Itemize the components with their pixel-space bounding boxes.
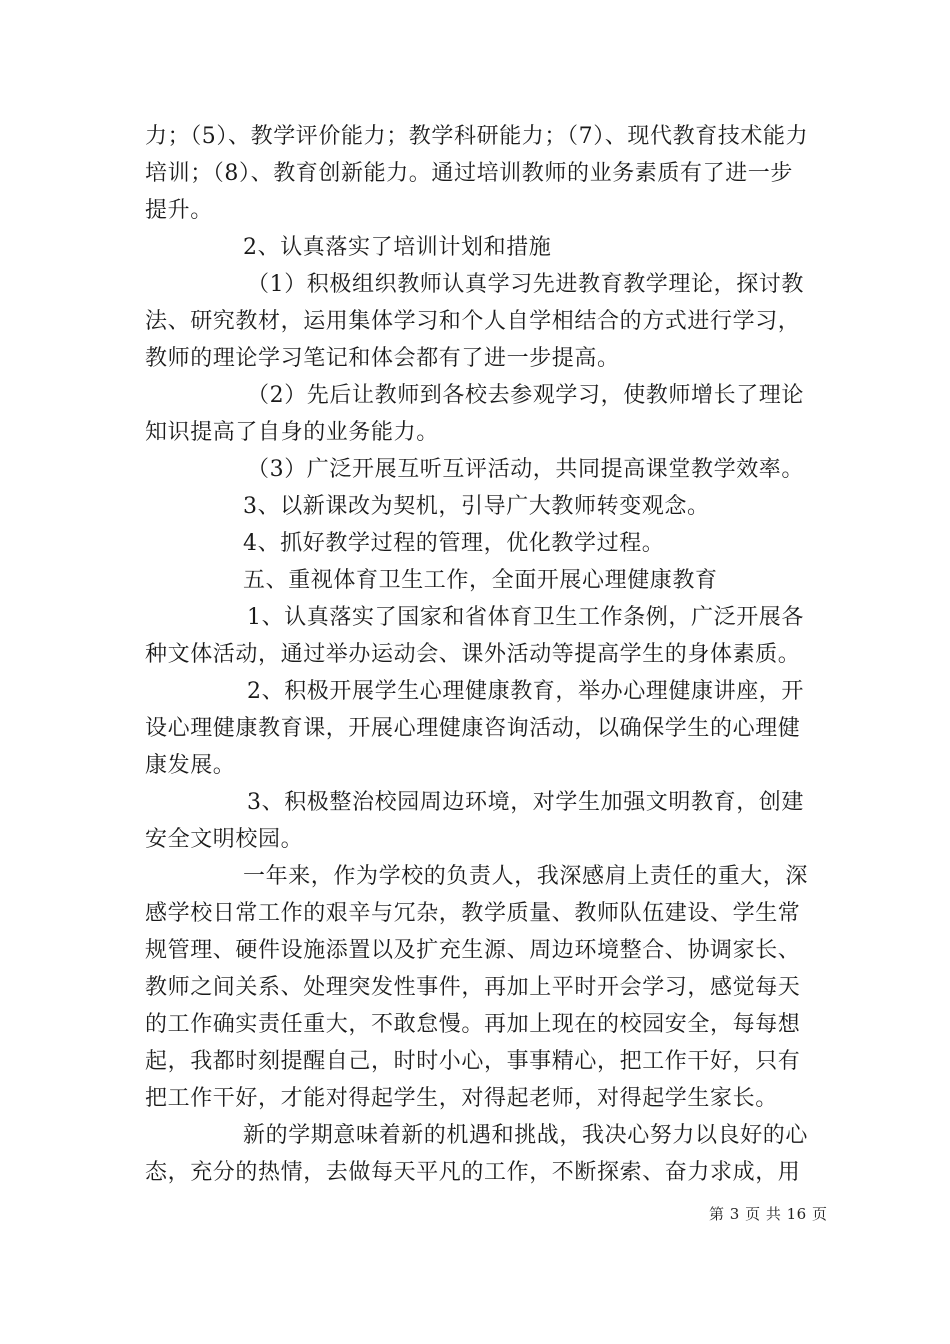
paragraph-continuation: 力；（5）、教学评价能力；教学科研能力；（7）、现代教育技术能力培训；（8）、教育创新能力。通过培训教师的业务素质有了进一步提升。 — [145, 124, 809, 223]
paragraph-sports-health: 1、认真落实了国家和省体育卫生工作条例，广泛开展各种文体活动，通过举办运动会、课外活动等提高学生的身体素质。 — [145, 605, 804, 667]
paragraph-year-reflection: 一年来，作为学校的负责人，我深感肩上责任的重大，深感学校日常工作的艰辛与冗杂，教学质量、教师队伍建设、学生常规管理、硬件设施添置以及扩充生源、周边环境整合、协调家长、教师之间关系、处理突发性事件，再加上平时开会学习，感觉每天的工作确实责任重大，不敢怠慢。再加上现在的校园安全，每每想起，我都时刻提醒自己，时时小心，事事精心，把工作干好，只有把工作干好，才能对得起学生，对得起老师，对得起学生家长。 — [145, 864, 809, 1111]
section-heading-five: 五、重视体育卫生工作，全面开展心理健康教育 — [243, 568, 718, 593]
paragraph-item-2: （2）先后让教师到各校去参观学习，使教师增长了理论知识提高了自身的业务能力。 — [145, 383, 804, 445]
paragraph-item-1: （1）积极组织教师认真学习先进教育教学理论，探讨教法、研究教材，运用集体学习和个人自学相结合的方式进行学习，教师的理论学习笔记和体会都有了进一步提高。 — [145, 272, 804, 371]
paragraph-heading-training-plan: 2、认真落实了培训计划和措施 — [243, 235, 552, 260]
document-body — [145, 118, 810, 1191]
paragraph-item-3: （3）广泛开展互听互评活动，共同提高课堂教学效率。 — [247, 457, 804, 482]
paragraph-campus-environment: 3、积极整治校园周边环境，对学生加强文明教育，创建安全文明校园。 — [145, 790, 804, 852]
paragraph-new-curriculum: 3、以新课改为契机，引导广大教师转变观念。 — [243, 494, 710, 519]
page-number-footer: 第 3 页 共 16 页 — [709, 1205, 828, 1223]
paragraph-teaching-process: 4、抓好教学过程的管理，优化教学过程。 — [243, 531, 665, 556]
paragraph-mental-health: 2、积极开展学生心理健康教育，举办心理健康讲座，开设心理健康教育课，开展心理健康咨询活动，以确保学生的心理健康发展。 — [145, 679, 804, 778]
paragraph-new-semester: 新的学期意味着新的机遇和挑战，我决心努力以良好的心态，充分的热情，去做每天平凡的工作，不断探索、奋力求成，用 — [145, 1123, 809, 1185]
